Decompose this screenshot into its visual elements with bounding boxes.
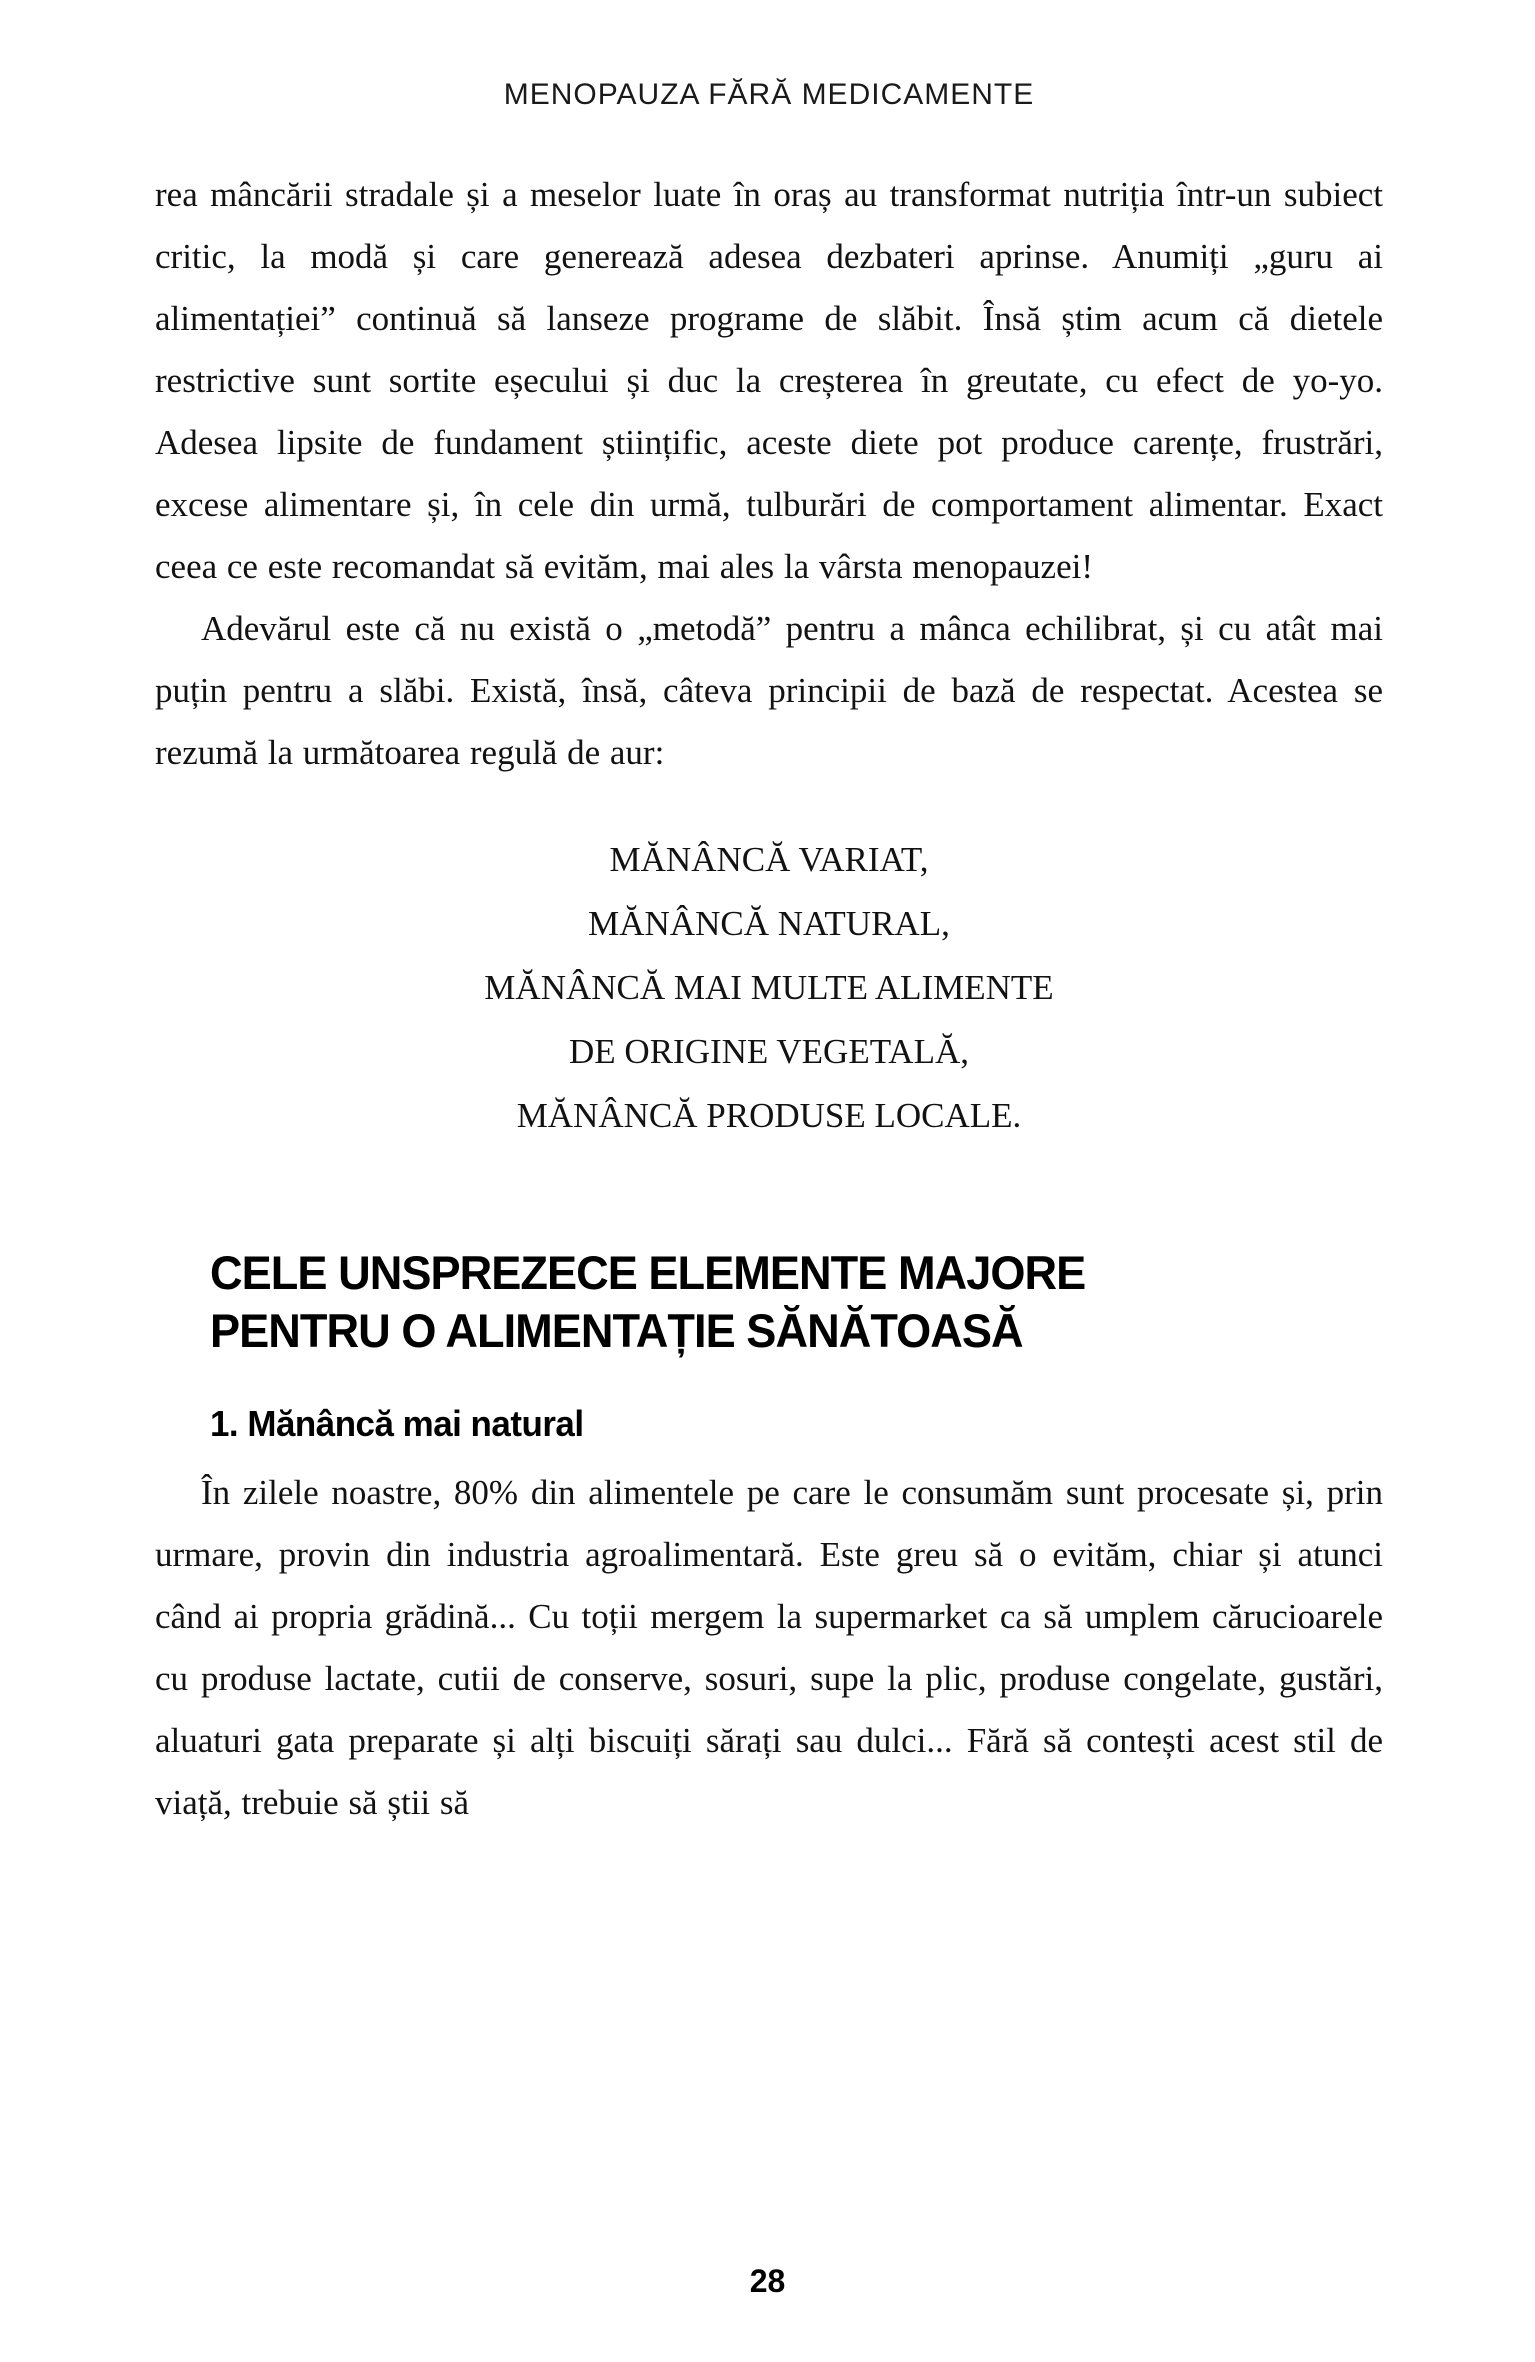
page-number: 28 (749, 2263, 786, 2299)
subsection-heading: 1. Mănâncă mai natural (210, 1403, 584, 1444)
section-heading (210, 1244, 1336, 1360)
running-header: MENOPAUZA FĂRĂ MEDICAMENTE (503, 78, 1035, 111)
golden-rule-block (155, 828, 1383, 1148)
golden-rule-line: MĂNÂNCĂ PRODUSE LOCALE. (516, 1096, 1022, 1135)
section-heading-line: PENTRU O ALIMENTAȚIE SĂNĂTOASĂ (210, 1304, 1023, 1357)
paragraph: Adevărul este că nu există o „metodă” pentru a mânca echilibrat, și cu atât mai puțin pentru a slăbi. Există, însă, câteva principii de bază de respectat. Acestea se rezumă la următoarea regulă de aur: (155, 609, 1383, 772)
paragraph: În zilele noastre, 80% din alimentele pe care le consumăm sunt procesate și, prin urmare, provin din industria agroalimentară. Este greu să o evităm, chiar și atunci când ai propria grădină... Cu toții mergem la supermarket ca să umplem cărucioarele cu produse lactate, cutii de conserve, sosuri, supe la plic, produse congelate, gustări, aluaturi gata preparate și alți biscuiți sărați sau dulci... Fără să contești acest stil de viață, trebuie să știi să (155, 1473, 1383, 1822)
paragraph-continuation: rea mâncării stradale și a meselor luate în oraș au transformat nutriția într-un subiect critic, la modă și care generează adesea dezbateri aprinse. Anumiți „guru ai alimentației” continuă să lanseze programe de slăbit. Însă știm acum că dietele restrictive sunt sortite eșecului și duc la creșterea în greutate, cu efect de yo-yo. Adesea lipsite de fundament științific, aceste diete pot produce carențe, frustrări, excese alimentare și, în cele din urmă, tulburări de comportament alimentar. Exact ceea ce este recomandat să evităm, mai ales la vârsta menopauzei! (155, 175, 1383, 586)
golden-rule-line: DE ORIGINE VEGETALĂ, (569, 1032, 969, 1071)
section-heading-line: CELE UNSPREZECE ELEMENTE MAJORE (210, 1246, 1086, 1299)
golden-rule-line: MĂNÂNCĂ MAI MULTE ALIMENTE (484, 968, 1054, 1007)
golden-rule-line: MĂNÂNCĂ NATURAL, (588, 904, 950, 943)
golden-rule-line: MĂNÂNCĂ VARIAT, (609, 840, 929, 879)
